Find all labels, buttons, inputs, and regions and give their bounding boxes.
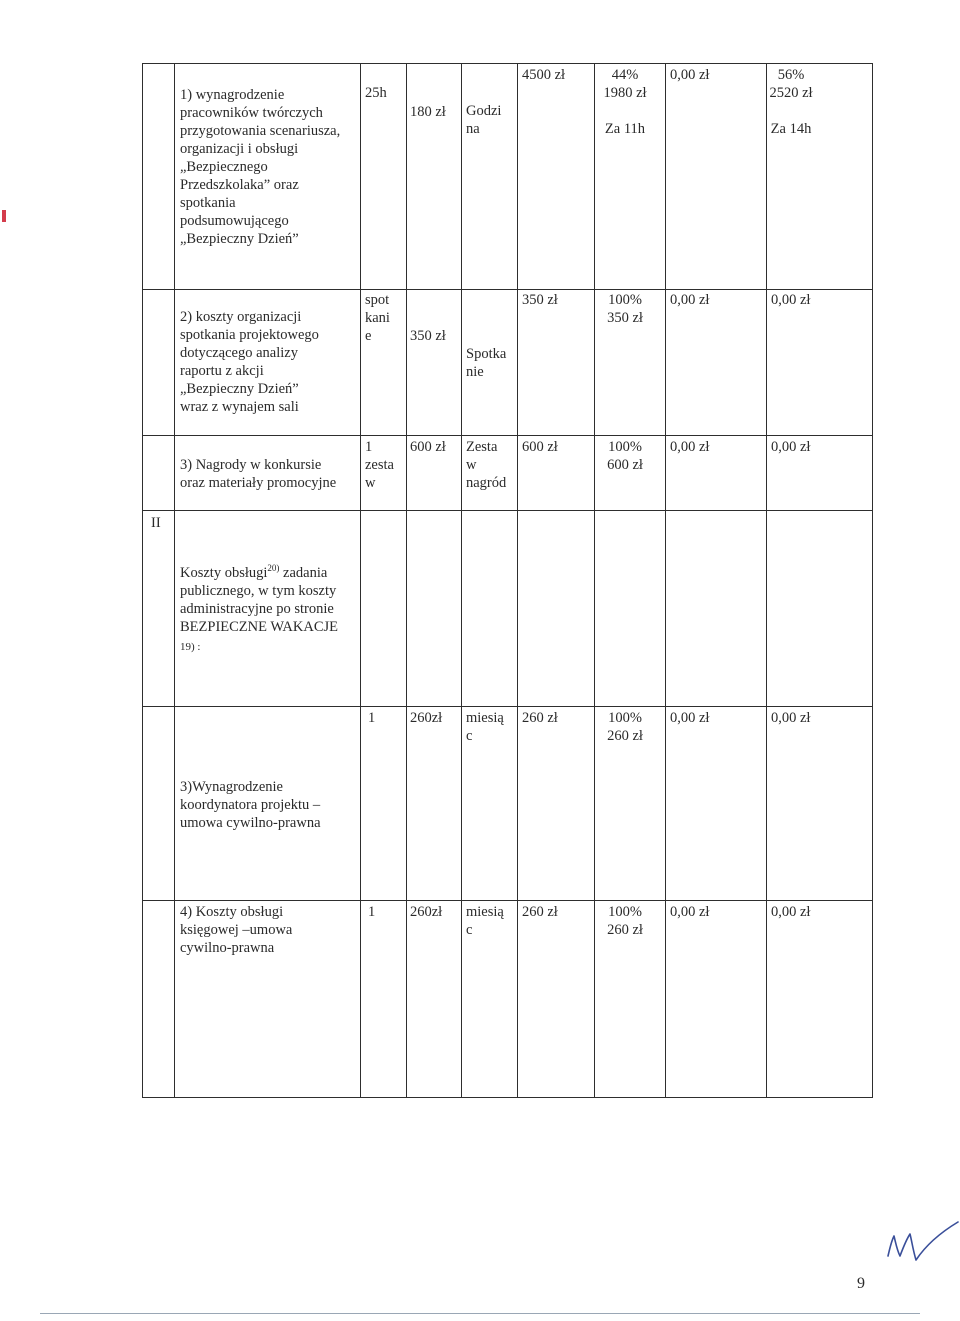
- row3-total: 600 zł: [522, 439, 558, 455]
- accounting-total: 260 zł: [522, 904, 558, 920]
- section-description: [180, 564, 338, 636]
- table-rule: [766, 63, 767, 1098]
- accounting-description: 4) Koszty obsługi księgowej –umowa cywilno-prawna: [180, 904, 293, 956]
- table-rule: [406, 63, 407, 1098]
- coordinator-financed: 100% 260 zł: [607, 710, 643, 744]
- accounting-other: 0,00 zł: [670, 904, 710, 920]
- accounting-financed: 100% 260 zł: [607, 904, 643, 938]
- row2-unit-cost: 350 zł: [410, 328, 446, 344]
- table-rule: [142, 289, 873, 290]
- row2-financed: 100% 350 zł: [607, 292, 643, 326]
- row1-unit: Godzi na: [466, 103, 502, 137]
- row3-unit: Zesta w nagród: [466, 439, 507, 491]
- row1-own: 56% 2520 zł Za 14h: [769, 67, 813, 137]
- table-rule: [360, 63, 361, 1098]
- row1-unit-cost: 180 zł: [410, 104, 446, 120]
- section-number: II: [151, 515, 161, 531]
- row2-unit: Spotka nie: [466, 346, 507, 380]
- table-rule: [142, 63, 143, 1098]
- row3-unit-cost: 600 zł: [410, 439, 446, 455]
- row3-other: 0,00 zł: [670, 439, 710, 455]
- row2-description: 2) koszty organizacji spotkania projektowego dotyczącego analizy raportu z akcji „Bezpieczny Dzień” wraz z wynajem sali: [180, 309, 319, 415]
- section-description-start: Koszty obsługi: [180, 565, 268, 581]
- coordinator-unit-cost: 260zł: [410, 710, 443, 726]
- footnote-ref: 20): [267, 563, 280, 574]
- coordinator-own: 0,00 zł: [771, 710, 811, 726]
- row1-total: 4500 zł: [522, 67, 566, 83]
- margin-mark: [2, 210, 6, 222]
- accounting-unit-cost: 260zł: [410, 904, 443, 920]
- row1-financed: 44% 1980 zł Za 11h: [603, 67, 647, 137]
- page-number: 9: [857, 1275, 865, 1292]
- row3-own: 0,00 zł: [771, 439, 811, 455]
- table-rule: [142, 510, 873, 511]
- table-rule: [872, 63, 873, 1098]
- table-rule: [594, 63, 595, 1098]
- accounting-quantity: 1: [368, 904, 376, 920]
- table-rule: [461, 63, 462, 1098]
- table-rule: [174, 63, 175, 1098]
- coordinator-unit: miesią c: [466, 710, 504, 744]
- row1-description: 1) wynagrodzenie pracowników twórczych przygotowania scenariusza, organizacji i obsługi „Bezpiecznego Przedszkolaka” oraz spotkania podsumowującego „Bezpieczny Dzień”: [180, 87, 341, 247]
- section-description-footnote: 19) :: [180, 641, 201, 653]
- table-rule: [665, 63, 666, 1098]
- coordinator-description: 3)Wynagrodzenie koordynatora projektu – umowa cywilno-prawna: [180, 779, 321, 831]
- coordinator-total: 260 zł: [522, 710, 558, 726]
- table-rule: [142, 706, 873, 707]
- row2-other: 0,00 zł: [670, 292, 710, 308]
- row3-description: 3) Nagrody w konkursie oraz materiały promocyjne: [180, 457, 337, 491]
- row3-financed: 100% 600 zł: [607, 439, 643, 473]
- row1-quantity: 25h: [365, 85, 387, 101]
- table-rule: [142, 1097, 873, 1098]
- section-description-rest: zadania publicznego, w tym koszty administracyjne po stronie BEZPIECZNE WAKACJE: [180, 565, 339, 635]
- coordinator-quantity: 1: [368, 710, 376, 726]
- accounting-unit: miesią c: [466, 904, 504, 938]
- table-rule: [517, 63, 518, 1098]
- table-rule: [142, 435, 873, 436]
- signature-initials: [882, 1208, 960, 1270]
- row2-quantity: spot kani e: [365, 292, 390, 344]
- row3-quantity: 1 zesta w: [365, 439, 394, 491]
- row1-other: 0,00 zł: [670, 67, 710, 83]
- row2-own: 0,00 zł: [771, 292, 811, 308]
- footer-rule: [40, 1313, 920, 1314]
- coordinator-other: 0,00 zł: [670, 710, 710, 726]
- accounting-own: 0,00 zł: [771, 904, 811, 920]
- table-rule: [142, 63, 873, 64]
- row2-total: 350 zł: [522, 292, 558, 308]
- table-rule: [142, 900, 873, 901]
